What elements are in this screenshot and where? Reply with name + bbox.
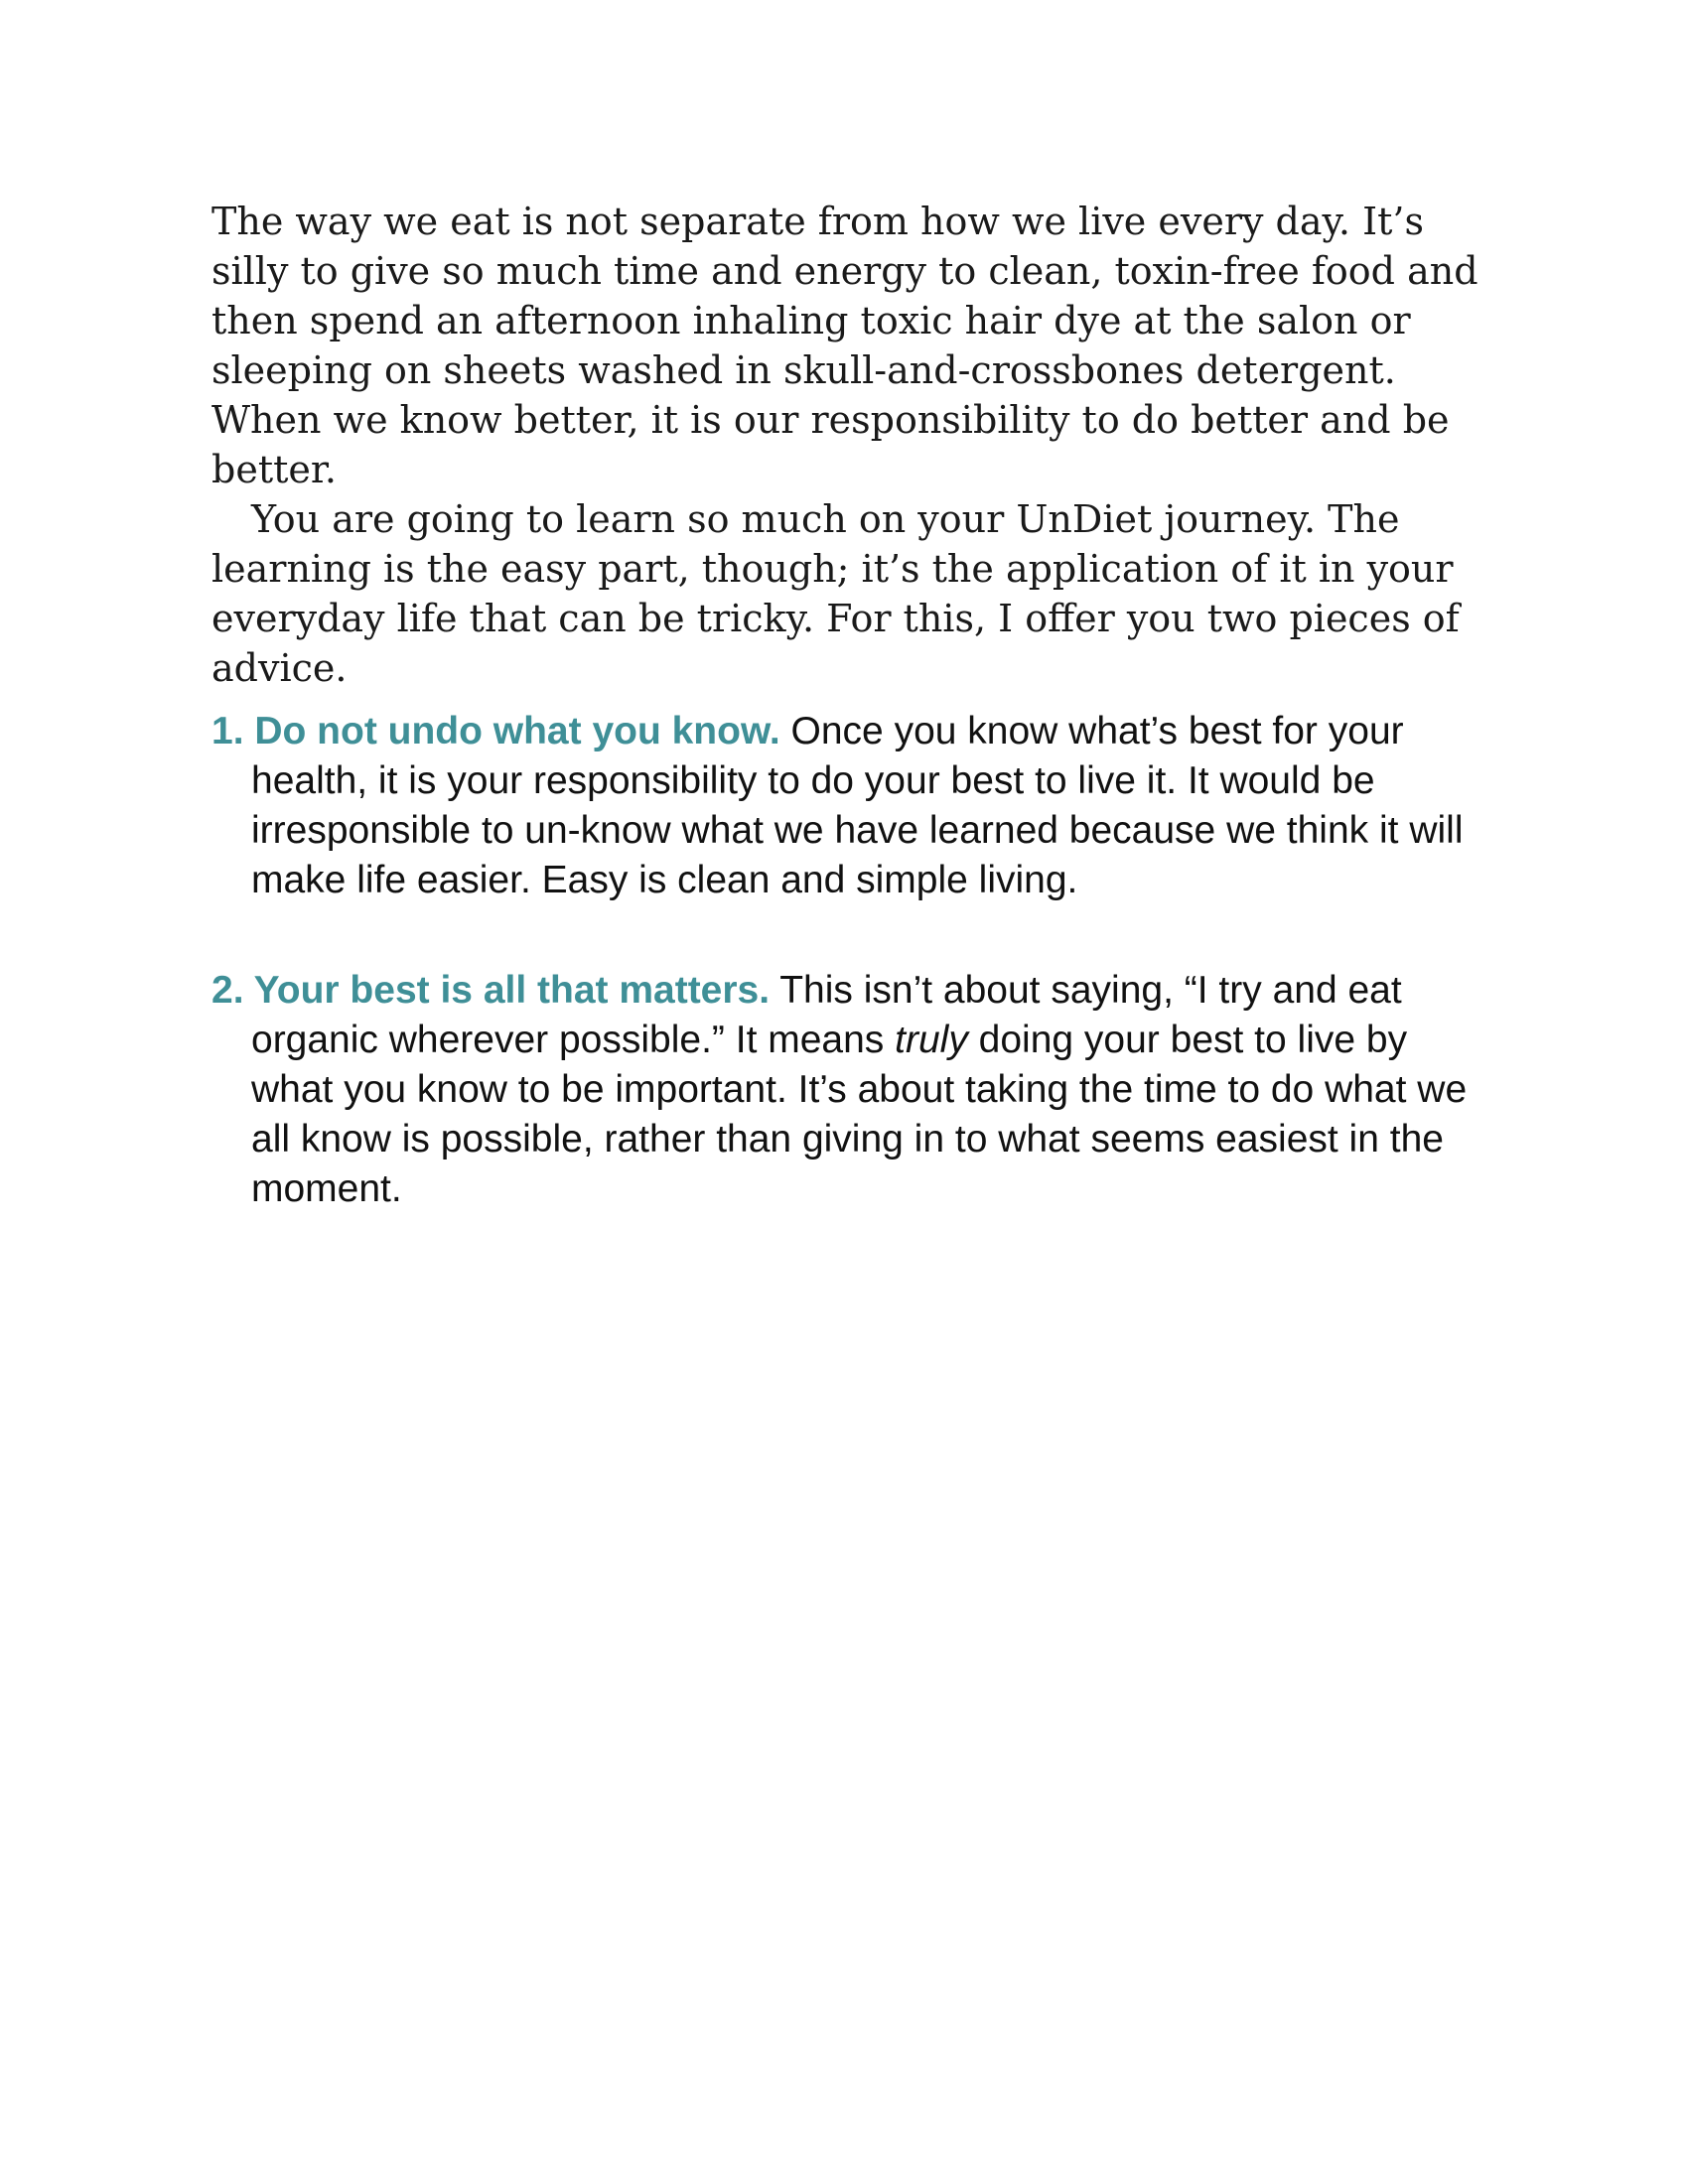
advice-heading-1: 1. Do not undo what you know. (211, 710, 780, 752)
intro-paragraph-1: The way we eat is not separate from how we live every day. It’s silly to give so much time and energy to clean, toxin-free food and then spend an afternoon inhaling toxic hair dye at the salon or sleeping on sheets washed in skull-and-crossbones detergent. When we know better, it is our responsibility to do better and be better. (211, 200, 1478, 491)
advice-heading-2: 2. Your best is all that matters. (211, 969, 771, 1012)
intro-paragraph-2: You are going to learn so much on your UnDiet journey. The learning is the easy part, though; it’s the application of it in your everyday life that can be tricky. For this, I offer you two pieces of advice. (211, 497, 1460, 690)
intro-text (211, 197, 1492, 693)
advice-text-2-after: doing your best to live by what you know to be important. It’s about taking the time to do what we all know is possible, rather than giving in to what seems easiest in the moment. (251, 1019, 1468, 1210)
advice-text-2-emphasis: truly (895, 1019, 968, 1061)
advice-item-2 (211, 966, 1492, 1214)
advice-text-2-before: This isn’t about saying, “I try and eat organic wherever possible.” It means (251, 969, 1402, 1061)
advice-list (211, 707, 1492, 1214)
advice-item-1 (211, 707, 1492, 905)
advice-text-1: Once you know what’s best for your health, it is your responsibility to do your best to live it. It would be irresponsible to un-know what we have learned because we think it will make life easier. Easy is clean and simple living. (251, 710, 1464, 901)
